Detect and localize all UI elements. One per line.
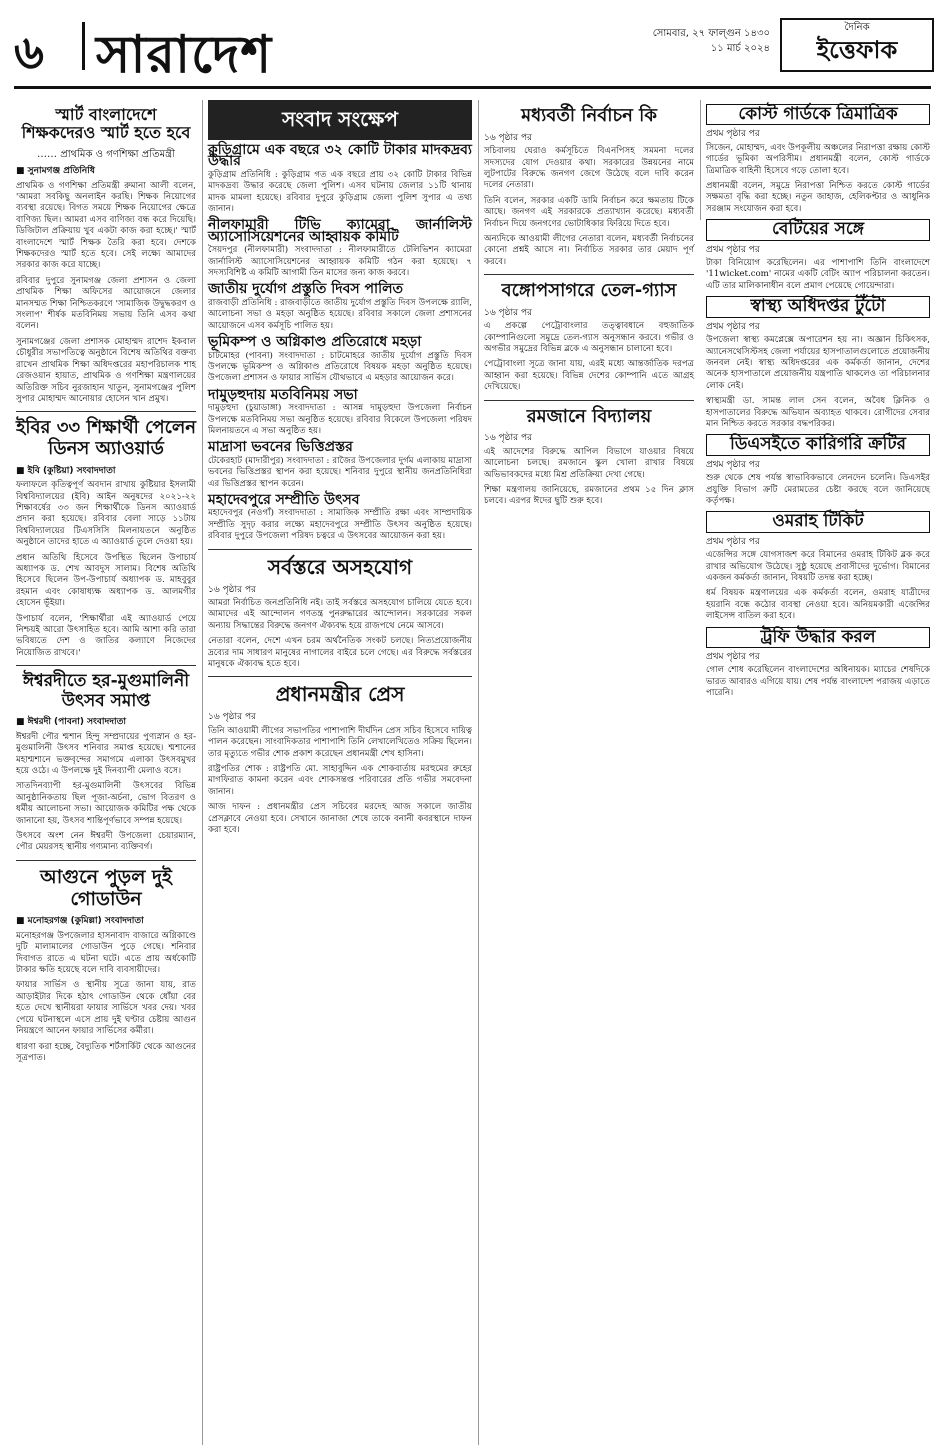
headline-coast-guard: কোস্ট গার্ডকে ত্রিমাত্রিক xyxy=(706,104,930,125)
brief-title: ভূমিকম্প ও অগ্নিকাণ্ড প্রতিরোধে মহড়া xyxy=(208,334,422,351)
paragraph: স্বাস্থ্যমন্ত্রী ডা. সামন্ত লাল সেন বলেন, অবৈধ ক্লিনিক ও হাসপাতালের বিরুদ্ধে অভিযান অব্যাহত থাকবে। রোগীদের সেবার মান নিশ্চিত করতে সরকার বদ্ধপরিকর। xyxy=(706,396,930,429)
paragraph: উৎসবে অংশ নেন ঈশ্বরদী উপজেলা চেয়ারম্যান, পৌর মেয়রসহ স্থানীয় গণ্যমান্য ব্যক্তিবর্গ। xyxy=(16,830,196,853)
date-english: ১১ মার্চ ২০২৪ xyxy=(710,43,770,54)
paragraph: পেট্রোবাংলা সূত্রে জানা যায়, এরই মধ্যে আন্তর্জাতিক দরপত্র আহ্বান করা হয়েছে। বিভিন্ন দেশের কোম্পানি এতে আগ্রহ দেখিয়েছে। xyxy=(484,359,694,393)
brief-body: টেকেরহাট (মাদারীপুর) সংবাদদাতা : রাজৈর উপজেলার দুর্গম এলাকায় মাদ্রাসা ভবনের ভিত্তিপ্রস্তর স্থাপন করা হয়েছে। শনিবার দুপুরে স্থানীয় জনপ্রতিনিধিরা এর ভিত্তিপ্রস্তর স্থাপন করেন। xyxy=(208,455,472,489)
brief-item xyxy=(208,334,472,385)
paragraph: সাতদিনব্যাপী হর-মুগুমালিনী উৎসবের বিভিন্ন আনুষ্ঠানিকতায় ছিল পূজা-অর্চনা, ভোগ বিতরণ ও ধর্মীয় আলোচনা সভা। আয়োজক কমিটির পক্ষ থেকে জানানো হয়, উৎসব শান্তিপূর্ণভাবে সম্পন্ন হয়েছে। xyxy=(16,781,196,826)
headline-midterm-election: মধ্যবর্তী নির্বাচন কি xyxy=(521,105,657,126)
brief-title: নীলফামারী টিভি ক্যামেরা জার্নালিস্ট অ্যাসোসিয়েশনের আহ্বায়ক কমিটি xyxy=(208,217,472,245)
paragraph: গোল শোধ করেছিলেন বাংলাদেশের অধিনায়ক। ম্যাচের শেষদিকে ভারত আবারও এগিয়ে যায়। শেষ পর্যন্ত বাংলাদেশ পরাজয় এড়াতে পারেনি। xyxy=(706,665,930,699)
column-2 xyxy=(208,100,472,841)
headline-dse-glitch: ডিএসইতে কারিগরি ক্রটির xyxy=(706,434,930,455)
paragraph: টাকা বিনিয়োগ করেছিলেন। এর পাশাপাশি তিনি বাংলাদেশে '11wicket.com' নামের একটি বেটিং অ্যাপ পরিচালনা করতেন। এটি তার মালিকানাধীন বলে প্রমাণ পেয়েছে গোয়েন্দারা। xyxy=(706,258,930,291)
paragraph: প্রাথমিক ও গণশিক্ষা প্রতিমন্ত্রী রুমানা আলী বলেন, 'আমরা সবকিছু অনলাইন করছি। শিক্ষক নিয়োগের ব্যবস্থা রয়েছে। বিগত সময়ে শিক্ষক নিয়োগের ক্ষেত্রে বাণিজ্য ছিল। আমরা এসব বাণিজ্য বন্ধ করে দিয়েছি। ডিজিটাল প্রক্রিয়ায় খুব একটা কাজ করা হচ্ছে।' স্মার্ট বাংলাদেশে স্মার্ট শিক্ষক তৈরি করা হবে। দেশকে শিক্ষকদেরও স্মার্ট হতে হবে। সেই লক্ষ্যে আমাদের সরকার কাজ করে যাচ্ছে। xyxy=(16,180,196,271)
divider xyxy=(16,665,196,666)
divider xyxy=(16,411,196,412)
paragraph: তিনি আওয়ামী লীগের সভাপতির পাশাপাশি দীর্ঘদিন প্রেস সচিব হিসেবে দায়িত্ব পালন করেছেন। সাংবাদিকতার পাশাপাশি তিনি লেখালেখিতেও সক্রিয় ছিলেন। তার মৃত্যুতে গভীর শোক প্রকাশ করেছেন প্রধানমন্ত্রী শেখ হাসিনা। xyxy=(208,725,472,759)
byline: ■ সুনামগঞ্জ প্রতিনিধি xyxy=(16,166,95,177)
byline: ■ মনোহরগঞ্জ (কুমিল্লা) সংবাদদাতা xyxy=(16,916,144,927)
byline: ■ ঈশ্বরদী (পাবনা) সংবাদদাতা xyxy=(16,717,126,728)
byline: ■ ইবি (কুষ্টিয়া) সংবাদদাতা xyxy=(16,465,116,476)
continuation-note: প্রথম পৃষ্ঠার পর xyxy=(706,321,760,332)
paragraph: সিজেন, মোহাম্মদ, এবং উপকূলীয় অঞ্চলের নিরাপত্তা রক্ষায় কোস্ট গার্ডের ভূমিকা অপরিসীম। প্রধানমন্ত্রী বলেন, কোস্ট গার্ডকে ত্রিমাত্রিক বাহিনী হিসেবে গড়ে তোলা হবে। xyxy=(706,142,930,176)
headline-bay-oil-gas: বঙ্গোপসাগরে তেল-গ্যাস xyxy=(501,280,677,302)
headline-ishwardi-festival: ঈশ্বরদীতে হর-মুগুমালিনী উৎসব সমাপ্ত xyxy=(22,671,190,711)
headline-non-cooperation: সর্বস্তরে অসহযোগ xyxy=(267,554,413,579)
headline-betting: বেটিয়ের সঙ্গে xyxy=(706,219,930,240)
paragraph: এই আদেশের বিরুদ্ধে আপিল বিভাগে যাওয়ার বিষয়ে আলোচনা চলছে। রমজানে স্কুল খোলা রাখার বিষয়ে অভিভাবকদের মধ্যে মিশ্র প্রতিক্রিয়া দেখা গেছে। xyxy=(484,446,694,480)
news-brief-banner: সংবাদ সংক্ষেপ xyxy=(208,100,472,140)
paragraph: মনোহরগঞ্জ উপজেলার হাসনাবাদ বাজারে অগ্নিকাণ্ডে দুটি মালামালের গোডাউন পুড়ে গেছে। শনিবার দিবাগত রাতে এ ঘটনা ঘটে। এতে প্রায় অর্ধকোটি টাকার ক্ষতি হয়েছে বলে দাবি ব্যবসায়ীদের। xyxy=(16,930,196,976)
date-line xyxy=(470,26,770,56)
brief-body: সৈয়দপুর (নীলফামারী) সংবাদদাতা : নীলফামারীতে টেলিভিশন ক্যামেরা জার্নালিস্ট অ্যাসোসিয়েশনের আহ্বায়ক কমিটি গঠন করা হয়েছে। ৭ সদস্যবিশিষ্ট এ কমিটি আগামী তিন মাসের জন্য কাজ করবে। xyxy=(208,245,472,279)
paragraph: উপাচার্য বলেন, 'শিক্ষার্থীরা এই অ্যাওয়ার্ড পেয়ে নিশ্চয়ই আরো উৎসাহিত হবে। আমি আশা করি তারা ভবিষ্যতে দেশ ও জাতির কল্যাণে নিজেদের নিয়োজিত রাখবে।' xyxy=(16,613,196,658)
continuation-note: ১৬ পৃষ্ঠার পর xyxy=(208,584,257,595)
paragraph: সুনামগঞ্জের জেলা প্রশাসক মোহাম্মদ রাশেদ ইকবাল চৌধুরীর সভাপতিত্বে অনুষ্ঠানে বিশেষ অতিথির বক্তব্য রাখেন প্রাথমিক শিক্ষা অধিদপ্তরের মহাপরিচালক শাহ রেজওয়ান হায়াত, প্রাথমিক ও গণশিক্ষা মন্ত্রণালয়ের অতিরিক্ত সচিব নুরজাহান খাতুন, সুনামগঞ্জের পুলিশ সুপার মোহাম্মদ আনোয়ার হোসেন খান প্রমুখ। xyxy=(16,336,196,404)
brief-item xyxy=(208,281,472,332)
column-divider xyxy=(478,100,479,1445)
paragraph: প্রধান অতিথি হিসেবে উপস্থিত ছিলেন উপাচার্য অধ্যাপক ড. শেখ আবদুস সালাম। বিশেষ অতিথি হিসেবে ছিলেন উপ-উপাচার্য অধ্যাপক ড. মাহবুবুর রহমান এবং কোষাধ্যক্ষ অধ্যাপক ড. আলমগীর হোসেন ভূঁইয়া। xyxy=(16,552,196,609)
divider xyxy=(484,400,694,401)
column-divider xyxy=(700,100,701,220)
brief-item xyxy=(208,491,472,543)
paragraph: আমরা নির্বাচিত জনপ্রতিনিধি নই। তাই সর্বস্তরে অসহযোগ চালিয়ে যেতে হবে। আমাদের এই আন্দোলন গণতন্ত্র পুনরুদ্ধারের আন্দোলন। সরকারের সকল অন্যায় সিদ্ধান্তের বিরুদ্ধে জনগণ ঐক্যবদ্ধ হয়ে রাজপথে নেমে আসবে। xyxy=(208,598,472,631)
column-divider xyxy=(202,100,203,1445)
headline-ramadan-school: রমজানে বিদ্যালয় xyxy=(526,405,652,427)
continuation-note: প্রথম পৃষ্ঠার পর xyxy=(706,536,760,547)
divider xyxy=(208,676,472,677)
headline-health-directorate: স্বাস্থ্য অধিদপ্তর টুঁটো xyxy=(706,296,930,317)
paragraph: ফলাফলে কৃতিত্বপূর্ণ অবদান রাখায় কুষ্টিয়ার ইসলামী বিশ্ববিদ্যালয়ের (ইবি) আইন অনুষদের ২০২১-২২ শিক্ষাবর্ষের ৩৩ জন শিক্ষার্থীকে ডিনস অ্যাওয়ার্ড প্রদান করা হয়েছে। রবিবার বেলা সাড়ে ১১টায় বিশ্ববিদ্যালয়ের টিএসসিসি মিলনায়তনে অনুষ্ঠিত অনুষ্ঠানে তাদের হাতে এ অ্যাওয়ার্ড তুলে দেওয়া হয়। xyxy=(16,480,196,548)
headline-pm-press: প্রধানমন্ত্রীর প্রেস xyxy=(275,682,405,707)
continuation-note: ১৬ পৃষ্ঠার পর xyxy=(208,712,257,723)
paragraph: ধর্ম বিষয়ক মন্ত্রণালয়ের এক কর্মকর্তা বলেন, ওমরাহ যাত্রীদের হয়রানি বন্ধে কঠোর ব্যবস্থা নেওয়া হবে। অনিয়মকারী এজেন্সির লাইসেন্স বাতিল করা হবে। xyxy=(706,588,930,622)
brief-title: মহাদেবপুরে সম্প্রীতি উৎসব xyxy=(208,491,360,508)
paragraph: ধারণা করা হচ্ছে, বৈদ্যুতিক শর্টসার্কিট থেকে আগুনের সূত্রপাত। xyxy=(16,1041,196,1063)
column-3 xyxy=(484,100,694,512)
date-bangla: সোমবার, ২৭ ফাল্গুন ১৪৩০ xyxy=(652,28,770,39)
paragraph: ঈশ্বরদী পৌর শ্মশান হিন্দু সম্প্রদায়ের পুণ্যস্নান ও হর-মুগুমালিনী উৎসব শনিবার সমাপ্ত হয়েছে। শ্মশানের মহাশ্মশানে ভক্তবৃন্দের সমাগমে এলাকা উৎসবমুখর হয়ে ওঠে। এ উপলক্ষে দুই দিনব্যাপী মেলাও বসে। xyxy=(16,731,196,776)
brief-item xyxy=(208,217,472,279)
continuation-note: প্রথম পৃষ্ঠার পর xyxy=(706,244,760,255)
paragraph: নেতারা বলেন, দেশে এখন চরম অর্থনৈতিক সংকট চলছে। নিত্যপ্রয়োজনীয় দ্রব্যের দাম সাধারণ মানুষের নাগালের বাইরে চলে গেছে। এর বিরুদ্ধে সর্বস্তরের মানুষকে ঐক্যবদ্ধ হতে হবে। xyxy=(208,636,472,670)
continuation-note: প্রথম পৃষ্ঠার পর xyxy=(706,652,760,663)
paragraph: উপজেলা স্বাস্থ্য কমপ্লেক্সে অপারেশন হয় না। অজ্ঞান চিকিৎসক, অ্যানেসথেসিস্টসহ জেলা পর্যায়ের হাসপাতালগুলোতে প্রয়োজনীয় জনবল নেই। স্বাস্থ্য অধিদপ্তরের এক কর্মকর্তা জানান, দেশের অনেক হাসপাতালে প্রয়োজনীয় যন্ত্রপাতি থাকলেও তা পরিচালনার লোক নেই। xyxy=(706,335,930,391)
divider xyxy=(484,274,694,275)
paragraph: সচিবালয় ঘেরাও কর্মসূচিতে বিএনপিসহ সমমনা দলের সদস্যদের যোগ দেওয়ার কথা। সরকারের উন্নয়নের নামে লুটপাটের বিরুদ্ধে জনগণ জেগে উঠেছে বলে দাবি করেন দলের নেতারা। xyxy=(484,146,694,191)
paragraph: এজেন্সির সঙ্গে যোগসাজশ করে বিমানের ওমরাহ টিকিট ব্লক করে রাখার অভিযোগ উঠেছে। সুষ্ঠু হয়েছে প্রবাসীদের দুর্ভোগ। বিমানের একজন কর্মকর্তা জানান, বিষয়টি তদন্ত করা হচ্ছে। xyxy=(706,550,930,583)
brief-title: কুড়িগ্রামে এক বছরে ৩২ কোটি টাকার মাদকদ্রব্য উদ্ধার xyxy=(208,142,472,170)
brief-item xyxy=(208,142,472,215)
paragraph: শুরু থেকে শেষ পর্যন্ত স্বাভাবিকভাবে লেনদেন চলেনি। ডিএসইর প্রযুক্তি বিভাগ ক্রটি মেরামতের চেষ্টা করছে বলে জানিয়েছে কর্তৃপক্ষ। xyxy=(706,473,930,506)
continuation-note: ১৬ পৃষ্ঠার পর xyxy=(484,307,533,318)
column-1 xyxy=(16,100,196,1068)
paragraph: অন্যদিকে আওয়ামী লীগের নেতারা বলেন, মধ্যবর্তী নির্বাচনের কোনো প্রশ্নই আসে না। নির্বাচিত সরকার তার মেয়াদ পূর্ণ করবে। xyxy=(484,233,694,267)
newspaper-logo xyxy=(780,18,934,72)
divider xyxy=(208,549,472,550)
brief-body: মহাদেবপুর (নওগাঁ) সংবাদদাতা : সামাজিক সম্প্রীতি রক্ষা এবং সাম্প্রদায়িক সম্প্রীতি সুদৃঢ় করার লক্ষ্যে মহাদেবপুরে সম্প্রীতি উৎসব অনুষ্ঠিত হয়েছে। রবিবার দুপুরে উপজেলা পরিষদ চত্বরে এ উৎসবের আয়োজন করা হয়। xyxy=(208,508,472,542)
paragraph: প্রধানমন্ত্রী বলেন, সমুদ্রে নিরাপত্তা নিশ্চিত করতে কোস্ট গার্ডের সক্ষমতা বৃদ্ধি করা হচ্ছে। নতুন জাহাজ, হেলিকপ্টার ও আধুনিক সরঞ্জাম সংযোজন করা হবে। xyxy=(706,181,930,214)
brief-title: মাদ্রাসা ভবনের ভিত্তিপ্রস্তর xyxy=(208,439,353,456)
page-number: ৬ xyxy=(14,25,44,79)
brief-body: কুড়িগ্রাম প্রতিনিধি : কুড়িগ্রাম গত এক বছরে প্রায় ৩২ কোটি টাকার বিভিন্ন মাদকদ্রব্য উদ্ধার করেছে জেলা পুলিশ। এসব ঘটনায় জেলার ১১টি থানায় মাদক মামলা হয়েছে। রবিবার দুপুরে কুড়িগ্রাম জেলা পুলিশ সুপার এ তথ্য জানান। xyxy=(208,169,472,215)
headline-ibu-deans-award: ইবির ৩৩ শিক্ষার্থী পেলেন ডিনস অ্যাওয়ার্ড xyxy=(16,417,196,459)
paragraph: এ প্রকল্পে পেট্রোবাংলার তত্ত্বাবধানে বহুজাতিক কোম্পানিগুলো সমুদ্রে তেল-গ্যাস অনুসন্ধান করবে। গভীর ও অগভীর সমুদ্রের বিভিন্ন ব্লকে এ অনুসন্ধান চালানো হবে। xyxy=(484,321,694,355)
paragraph: ফায়ার সার্ভিস ও স্থানীয় সূত্রে জানা যায়, রাত আড়াইটার দিকে হঠাৎ গোডাউন থেকে ধোঁয়া বের হতে দেখে স্থানীয়রা ফায়ার সার্ভিসে খবর দেয়। খবর পেয়ে ঘটনাস্থলে এসে প্রায় দুই ঘণ্টার চেষ্টায় আগুন নিয়ন্ত্রণে আনেন ফায়ার সার্ভিসের কর্মীরা। xyxy=(16,980,196,1037)
brief-item xyxy=(208,439,472,490)
paragraph: রাষ্ট্রপতির শোক : রাষ্ট্রপতি মো. সাহাবুদ্দিন এক শোকবার্তায় মরহুমের রুহের মাগফিরাত কামনা করেন এবং শোকসন্তপ্ত পরিবারের প্রতি গভীর সমবেদনা জানান। xyxy=(208,764,472,797)
paragraph: আজ দাফন : প্রধানমন্ত্রীর প্রেস সচিবের মরদেহ আজ সকালে জাতীয় প্রেসক্লাবে নেওয়া হবে। সেখানে জানাজা শেষে তাকে বনানী কবরস্থানে দাফন করা হবে। xyxy=(208,802,472,836)
paragraph: রবিবার দুপুরে সুনামগঞ্জ জেলা প্রশাসন ও জেলা প্রাথমিক শিক্ষা অফিসের আয়োজনে জেলার মানসম্মত শিক্ষা নিশ্চিতকরণে 'সামাজিক উদ্বুদ্ধকরণ ও সংলাপ' শীর্ষক মতবিনিময় সভায় তিনি এসব কথা বলেন। xyxy=(16,275,196,332)
logo-top: দৈনিক xyxy=(844,22,870,33)
continuation-note: ১৬ পৃষ্ঠার পর xyxy=(484,132,533,143)
continuation-note: ১৬ পৃষ্ঠার পর xyxy=(484,433,533,444)
section-title: সারাদেশ xyxy=(96,25,273,85)
subtitle-smart-teachers: …… প্রাথমিক ও গণশিক্ষা প্রতিমন্ত্রী xyxy=(37,148,175,160)
divider xyxy=(16,860,196,861)
header-divider xyxy=(82,22,85,70)
headline-umrah-ticket: ওমরাহ টিকিট xyxy=(706,511,930,532)
brief-item xyxy=(208,386,472,438)
paragraph: তিনি বলেন, সরকার একটি ডামি নির্বাচন করে ক্ষমতায় টিকে আছে। জনগণ এই সরকারকে প্রত্যাখ্যান করেছে। মধ্যবর্তী নির্বাচন দিয়ে জনগণের ভোটাধিকার ফিরিয়ে দিতে হবে। xyxy=(484,195,694,229)
header-rule xyxy=(14,86,931,89)
brief-body: রাজবাড়ী প্রতিনিধি : রাজবাড়ীতে জাতীয় দুর্যোগ প্রস্তুতি দিবস উপলক্ষে র‌্যালি, আলোচনা সভা ও মহড়া অনুষ্ঠিত হয়েছে। রবিবার সকালে জেলা প্রশাসনের আয়োজনে এসব কর্মসূচি পালিত হয়। xyxy=(208,297,472,331)
brief-body: চাটমোহর (পাবনা) সংবাদদাতা : চাটমোহরে জাতীয় দুর্যোগ প্রস্তুতি দিবস উপলক্ষে ভূমিকম্প ও অগ্নিকাণ্ড প্রতিরোধে বিষয়ক মহড়া অনুষ্ঠিত হয়েছে। উপজেলা প্রশাসন ও ফায়ার সার্ভিস যৌথভাবে এ মহড়ার আয়োজন করে। xyxy=(208,350,472,384)
headline-trophy: ট্রফি উদ্ধার করল xyxy=(706,627,930,648)
column-4 xyxy=(706,100,930,704)
headline-fire-godown: আগুনে পুড়ল দুই গোডাউন xyxy=(40,865,172,910)
continuation-note: প্রথম পৃষ্ঠার পর xyxy=(706,459,760,470)
continuation-note: প্রথম পৃষ্ঠার পর xyxy=(706,129,760,140)
brief-body: দামুড়হুদা (চুয়াডাঙ্গা) সংবাদদাতা : আসন্ন দামুড়হুদা উপজেলা নির্বাচন উপলক্ষে মতবিনিময় সভা অনুষ্ঠিত হয়েছে। রবিবার বিকেলে উপজেলা পরিষদ মিলনায়তনে এ সভা অনুষ্ঠিত হয়। xyxy=(208,403,472,436)
logo-main: ইত্তেফাক xyxy=(816,36,898,64)
paragraph: শিক্ষা মন্ত্রণালয় জানিয়েছে, রমজানের প্রথম ১৫ দিন ক্লাস চলবে। এরপর ঈদের ছুটি শুরু হবে। xyxy=(484,485,694,507)
brief-title: দামুড়হুদায় মতবিনিময় সভা xyxy=(208,386,358,403)
headline-smart-teachers: স্মার্ট বাংলাদেশে শিক্ষকদেরও স্মার্ট হতে হবে xyxy=(21,105,191,143)
brief-title: জাতীয় দুর্যোগ প্রস্তুতি দিবস পালিত xyxy=(208,281,404,298)
